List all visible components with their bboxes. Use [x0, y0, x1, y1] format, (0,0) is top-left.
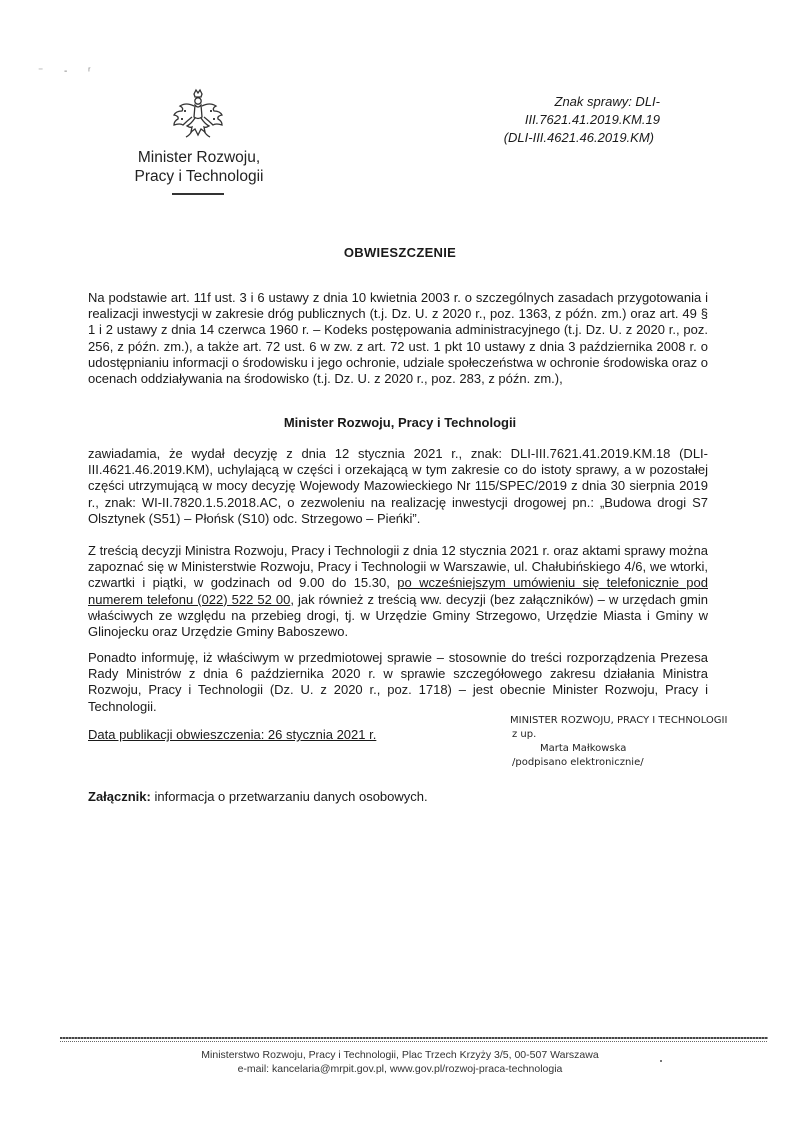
- access-info-text-part1: Z treścią decyzji Ministra Rozwoju, Pracy i Technologii z dnia 12 stycznia 2021 r. oraz aktami sprawy można zapoznać się w Ministerstwie Rozwoju, Pracy i Technologii w Warszawie, ul. Chałubińskiego 4/6, we wtorki, czwartki i piątki, w godzinach od 9.00 do 15.30,: [88, 543, 708, 591]
- attachment-text: informacja o przetwarzaniu danych osobowych.: [150, 789, 428, 804]
- footer-divider: [60, 1037, 768, 1039]
- case-reference-line2: (DLI-III.4621.46.2019.KM): [503, 130, 654, 145]
- decision-paragraph: zawiadamia, że wydał decyzję z dnia 12 stycznia 2021 r., znak: DLI-III.7621.41.2019.KM.18 (DLI-III.4621.46.2019.KM), uchylającą w części i orzekającą w tym zakresie co do istoty sprawy, a w pozostałej części utrzymującą w mocy decyzję Wojewody Mazowieckiego Nr 115/SPEC/2019 z dnia 30 sierpnia 2019 r., znak: WI-II.7820.1.5.2018.AC, o zezwoleniu na realizację inwestycji drogowej pn.: „Budowa drogi S7 Olsztynek (S51) – Płońsk (S10) odc. Strzegowo – Pieńki”.: [88, 446, 708, 526]
- signature-title: MINISTER ROZWOJU, PRACY I TECHNOLOGII: [510, 715, 728, 726]
- signature-block: [510, 714, 727, 770]
- footer-divider-secondary: [60, 1041, 768, 1042]
- access-info-text-part2: , jak również z treścią ww. decyzji (bez załączników) – w urzędach gmin właściwych ze względu na przebieg drogi, tj. w Urzędzie Gminy Strzegowo, Urzędzie Miasta i Gminy w Glinojecku oraz Urzędzie Gminy Baboszewo.: [88, 591, 708, 640]
- document-title: OBWIESZCZENIE: [343, 245, 457, 260]
- access-info-paragraph: [88, 543, 708, 640]
- case-reference-line1: Znak sprawy: DLI-III.7621.41.2019.KM.19: [524, 94, 660, 127]
- legal-basis-paragraph: Na podstawie art. 11f ust. 3 i 6 ustawy z dnia 10 kwietnia 2003 r. o szczególnych zasadach przygotowania i realizacji inwestycji w zakresie dróg publicznych (t.j. Dz. U. z 2020 r., poz. 1363, z późn. zm.) oraz art. 49 § 1 i 2 ustawy z dnia 14 czerwca 1960 r. – Kodeks postępowania administracyjnego (t.j. Dz. U. z 2020 r., poz. 256, z późn. zm.), a także art. 72 ust. 6 w zw. z art. 72 ust. 1 pkt 10 ustawy z dnia 3 października 2008 r. o udostępnianiu informacji o środowisku i jego ochronie, udziale społeczeństwa w ochronie środowiska oraz o ocenach oddziaływania na środowisko (t.j. Dz. U. z 2020 r., poz. 283, z późn. zm.),: [88, 290, 709, 387]
- polish-eagle-emblem-icon: [170, 88, 226, 142]
- signatory-name: Marta Małkowska: [540, 743, 627, 754]
- attachment-note: [88, 789, 428, 804]
- footer-address: Ministerstwo Rozwoju, Pracy i Technologii, Plac Trzech Krzyży 3/5, 00-507 Warszawa: [201, 1049, 599, 1061]
- ministry-name-line2: Pracy i Technologii: [134, 168, 264, 185]
- footer: [0, 1048, 800, 1076]
- ministry-name-line1: Minister Rozwoju,: [137, 149, 261, 166]
- publication-date: Data publikacji obwieszczenia: 26 stycznia 2021 r.: [88, 727, 377, 742]
- issuing-authority: Minister Rozwoju, Pracy i Technologii: [283, 415, 517, 430]
- appointment-phone-note: po wcześniejszym umówieniu się telefonicznie pod numerem telefonu (022) 522 52 00: [88, 575, 708, 607]
- competence-paragraph: Ponadto informuję, iż właściwym w przedmiotowej sprawie – stosownie do treści rozporządzenia Prezesa Rady Ministrów z dnia 6 października 2020 r. w sprawie szczegółowego zakresu działania Ministra Rozwoju, Pracy i Technologii (Dz. U. z 2020 r., poz. 1718) – jest obecnie Minister Rozwoju, Pracy i Technologii.: [88, 650, 708, 714]
- footer-contact: e-mail: kancelaria@mrpit.gov.pl, www.gov.pl/rozwoj-praca-technologia: [237, 1063, 563, 1075]
- scan-artifact-dot: [660, 1060, 662, 1062]
- ministry-divider: [172, 193, 224, 195]
- attachment-label: Załącznik:: [88, 789, 151, 804]
- electronic-signature-note: /podpisano elektronicznie/: [512, 757, 644, 768]
- case-reference: [420, 93, 660, 147]
- ministry-name: [128, 148, 270, 186]
- signature-authorization: z up.: [512, 729, 537, 740]
- scan-artifact-marks: ⁻ - ʳ: [38, 66, 100, 77]
